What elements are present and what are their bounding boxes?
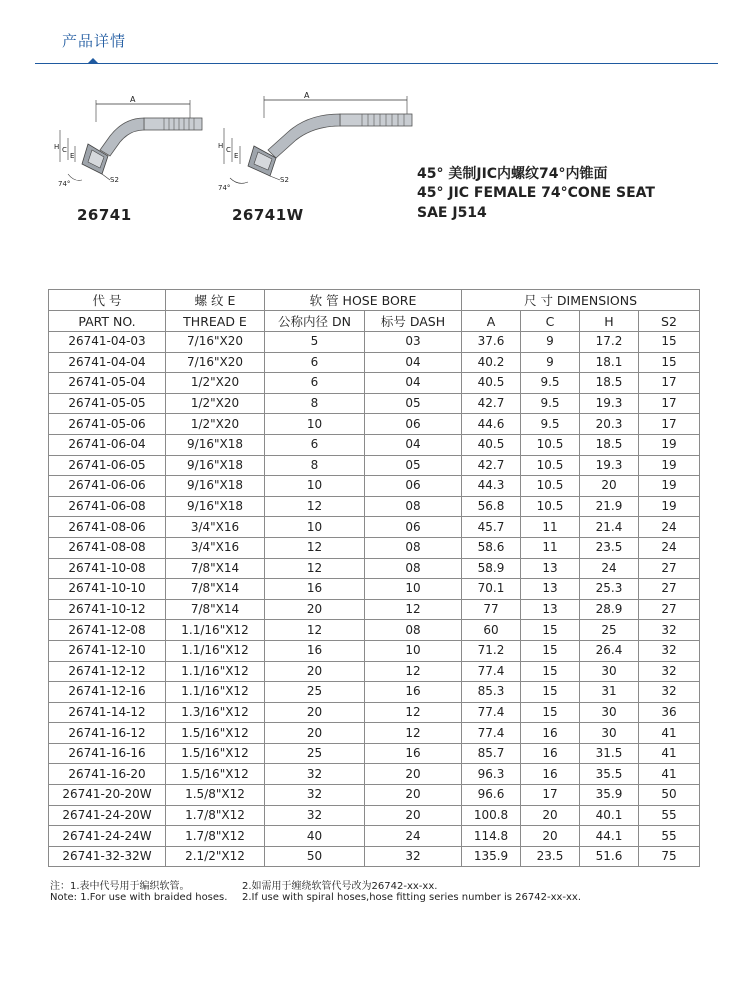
cell-part-no: 26741-16-20: [49, 764, 166, 785]
cell-dn: 6: [265, 434, 365, 455]
cell-dash: 05: [365, 455, 462, 476]
table-row: [49, 393, 700, 414]
cell-dash: 12: [365, 723, 462, 744]
cell-c: 10.5: [521, 476, 580, 497]
cell-dn: 25: [265, 682, 365, 703]
cell-a: 44.3: [462, 476, 521, 497]
cell-c: 13: [521, 599, 580, 620]
cell-dash: 20: [365, 764, 462, 785]
cell-h: 40.1: [580, 805, 639, 826]
table-row: [49, 579, 700, 600]
dim-label-a-w: A: [304, 91, 310, 100]
cell-dash: 08: [365, 496, 462, 517]
cell-part-no: 26741-24-20W: [49, 805, 166, 826]
cell-a: 45.7: [462, 517, 521, 538]
cell-dash: 20: [365, 785, 462, 806]
cell-s2: 41: [639, 723, 700, 744]
cell-s2: 27: [639, 579, 700, 600]
cell-dash: 16: [365, 743, 462, 764]
cell-s2: 24: [639, 537, 700, 558]
table-row: [49, 599, 700, 620]
cell-part-no: 26741-12-10: [49, 640, 166, 661]
cell-part-no: 26741-05-05: [49, 393, 166, 414]
table-row: [49, 517, 700, 538]
cell-c: 9.5: [521, 414, 580, 435]
cell-h: 21.4: [580, 517, 639, 538]
cell-dash: 12: [365, 599, 462, 620]
dim-label-s2-w: S2: [280, 176, 289, 184]
cell-part-no: 26741-06-08: [49, 496, 166, 517]
table-row: [49, 826, 700, 847]
note-cn-1: 注：1.表中代号用于编织软管。: [50, 881, 190, 892]
cell-a: 40.2: [462, 352, 521, 373]
cell-c: 16: [521, 764, 580, 785]
table-row: [49, 723, 700, 744]
cell-part-no: 26741-16-16: [49, 743, 166, 764]
cell-dn: 20: [265, 599, 365, 620]
description-cn: 45° 美制JIC内螺纹74°内锥面: [417, 166, 608, 182]
cell-dn: 10: [265, 476, 365, 497]
fitting-drawing-26741: [52, 92, 222, 197]
cell-h: 24: [580, 558, 639, 579]
table-row: [49, 332, 700, 353]
table-row: [49, 455, 700, 476]
cell-s2: 32: [639, 640, 700, 661]
cell-s2: 17: [639, 414, 700, 435]
cell-thread: 1.7/8"X12: [166, 826, 265, 847]
cell-dn: 5: [265, 332, 365, 353]
cell-a: 60: [462, 620, 521, 641]
cell-thread: 1.1/16"X12: [166, 682, 265, 703]
cell-c: 11: [521, 517, 580, 538]
cell-part-no: 26741-05-04: [49, 373, 166, 394]
cell-dash: 24: [365, 826, 462, 847]
cell-s2: 32: [639, 661, 700, 682]
spec-table-body: [49, 332, 700, 867]
cell-dn: 12: [265, 558, 365, 579]
cell-s2: 15: [639, 332, 700, 353]
header-divider: [35, 63, 718, 64]
cell-h: 23.5: [580, 537, 639, 558]
cell-s2: 36: [639, 702, 700, 723]
cell-c: 9.5: [521, 393, 580, 414]
cell-c: 23.5: [521, 846, 580, 867]
cell-a: 58.9: [462, 558, 521, 579]
table-row: [49, 558, 700, 579]
header-code-cn: 代 号: [49, 290, 166, 311]
cell-dn: 8: [265, 393, 365, 414]
cell-thread: 9/16"X18: [166, 476, 265, 497]
cell-s2: 17: [639, 373, 700, 394]
table-row: [49, 785, 700, 806]
cell-thread: 1.3/16"X12: [166, 702, 265, 723]
cell-s2: 19: [639, 455, 700, 476]
cell-dash: 10: [365, 640, 462, 661]
cell-c: 9.5: [521, 373, 580, 394]
fitting-drawing-26741w: [212, 88, 417, 200]
cell-s2: 19: [639, 476, 700, 497]
cell-dn: 25: [265, 743, 365, 764]
cell-dn: 16: [265, 640, 365, 661]
cell-a: 114.8: [462, 826, 521, 847]
cell-s2: 32: [639, 682, 700, 703]
header-dimensions: 尺 寸 DIMENSIONS: [462, 290, 700, 311]
cell-c: 9: [521, 332, 580, 353]
cell-dash: 12: [365, 661, 462, 682]
cell-a: 58.6: [462, 537, 521, 558]
cell-dash: 08: [365, 620, 462, 641]
cell-a: 70.1: [462, 579, 521, 600]
cell-thread: 1/2"X20: [166, 373, 265, 394]
cell-thread: 1.5/16"X12: [166, 723, 265, 744]
cell-part-no: 26741-16-12: [49, 723, 166, 744]
cell-s2: 55: [639, 826, 700, 847]
cell-h: 30: [580, 723, 639, 744]
dim-label-e-w: E: [234, 152, 239, 160]
table-row: [49, 661, 700, 682]
cell-a: 100.8: [462, 805, 521, 826]
cell-c: 17: [521, 785, 580, 806]
cell-thread: 1.1/16"X12: [166, 620, 265, 641]
cell-dash: 05: [365, 393, 462, 414]
cell-h: 25: [580, 620, 639, 641]
cell-s2: 32: [639, 620, 700, 641]
cell-thread: 3/4"X16: [166, 517, 265, 538]
cell-s2: 50: [639, 785, 700, 806]
cell-dn: 20: [265, 661, 365, 682]
cell-part-no: 26741-08-06: [49, 517, 166, 538]
header-h: H: [580, 311, 639, 332]
cell-part-no: 26741-06-05: [49, 455, 166, 476]
cell-thread: 7/8"X14: [166, 579, 265, 600]
cell-part-no: 26741-12-08: [49, 620, 166, 641]
table-row: [49, 352, 700, 373]
cell-s2: 15: [639, 352, 700, 373]
cell-a: 56.8: [462, 496, 521, 517]
angle-label: 74°: [58, 180, 71, 188]
cell-a: 96.6: [462, 785, 521, 806]
table-row: [49, 434, 700, 455]
part-code-26741: 26741: [77, 206, 132, 224]
cell-a: 85.3: [462, 682, 521, 703]
dim-label-c: C: [62, 146, 67, 154]
cell-thread: 7/8"X14: [166, 599, 265, 620]
cell-a: 40.5: [462, 434, 521, 455]
cell-s2: 19: [639, 434, 700, 455]
section-title: 产品详情: [62, 32, 127, 50]
cell-c: 10.5: [521, 434, 580, 455]
table-row: [49, 537, 700, 558]
table-row: [49, 496, 700, 517]
cell-h: 28.9: [580, 599, 639, 620]
cell-thread: 9/16"X18: [166, 455, 265, 476]
cell-part-no: 26741-05-06: [49, 414, 166, 435]
cell-c: 16: [521, 743, 580, 764]
header-s2: S2: [639, 311, 700, 332]
cell-a: 37.6: [462, 332, 521, 353]
table-row: [49, 414, 700, 435]
cell-c: 15: [521, 682, 580, 703]
cell-part-no: 26741-14-12: [49, 702, 166, 723]
cell-h: 18.5: [580, 434, 639, 455]
cell-c: 15: [521, 620, 580, 641]
header-a: A: [462, 311, 521, 332]
cell-dash: 08: [365, 537, 462, 558]
cell-s2: 75: [639, 846, 700, 867]
cell-dash: 08: [365, 558, 462, 579]
cell-h: 18.5: [580, 373, 639, 394]
cell-a: 77.4: [462, 702, 521, 723]
cell-dn: 32: [265, 785, 365, 806]
cell-dn: 20: [265, 723, 365, 744]
header-dash: 标号 DASH: [365, 311, 462, 332]
cell-h: 20.3: [580, 414, 639, 435]
cell-part-no: 26741-24-24W: [49, 826, 166, 847]
cell-thread: 3/4"X16: [166, 537, 265, 558]
cell-s2: 41: [639, 764, 700, 785]
cell-dn: 12: [265, 620, 365, 641]
table-row: [49, 620, 700, 641]
note-en-1: Note: 1.For use with braided hoses.: [50, 892, 228, 903]
cell-thread: 7/16"X20: [166, 332, 265, 353]
cell-part-no: 26741-20-20W: [49, 785, 166, 806]
cell-part-no: 26741-06-06: [49, 476, 166, 497]
cell-dash: 04: [365, 434, 462, 455]
cell-thread: 2.1/2"X12: [166, 846, 265, 867]
cell-dash: 06: [365, 476, 462, 497]
cell-h: 17.2: [580, 332, 639, 353]
spec-table: [48, 289, 700, 867]
cell-c: 10.5: [521, 455, 580, 476]
cell-s2: 55: [639, 805, 700, 826]
cell-c: 13: [521, 579, 580, 600]
cell-h: 20: [580, 476, 639, 497]
table-row: [49, 702, 700, 723]
cell-s2: 41: [639, 743, 700, 764]
cell-h: 31.5: [580, 743, 639, 764]
cell-part-no: 26741-12-12: [49, 661, 166, 682]
cell-thread: 7/8"X14: [166, 558, 265, 579]
cell-h: 30: [580, 702, 639, 723]
cell-thread: 7/16"X20: [166, 352, 265, 373]
cell-h: 18.1: [580, 352, 639, 373]
cell-a: 71.2: [462, 640, 521, 661]
cell-s2: 17: [639, 393, 700, 414]
cell-a: 77.4: [462, 661, 521, 682]
cell-h: 25.3: [580, 579, 639, 600]
cell-c: 15: [521, 702, 580, 723]
cell-thread: 1.5/8"X12: [166, 785, 265, 806]
header-hose-bore: 软 管 HOSE BORE: [265, 290, 462, 311]
dim-label-a: A: [130, 95, 136, 104]
header-thread-en: THREAD E: [166, 311, 265, 332]
cell-a: 96.3: [462, 764, 521, 785]
cell-dn: 50: [265, 846, 365, 867]
cell-h: 30: [580, 661, 639, 682]
header-dn: 公称内径 DN: [265, 311, 365, 332]
table-row: [49, 640, 700, 661]
header-part-no: PART NO.: [49, 311, 166, 332]
header-c: C: [521, 311, 580, 332]
cell-a: 85.7: [462, 743, 521, 764]
table-row: [49, 682, 700, 703]
table-row: [49, 476, 700, 497]
cell-dn: 10: [265, 414, 365, 435]
description-standard: SAE J514: [417, 205, 487, 221]
cell-dash: 06: [365, 414, 462, 435]
cell-part-no: 26741-04-03: [49, 332, 166, 353]
cell-part-no: 26741-32-32W: [49, 846, 166, 867]
cell-s2: 27: [639, 558, 700, 579]
cell-dn: 6: [265, 352, 365, 373]
cell-c: 11: [521, 537, 580, 558]
cell-h: 26.4: [580, 640, 639, 661]
cell-part-no: 26741-04-04: [49, 352, 166, 373]
dim-label-c-w: C: [226, 146, 231, 154]
cell-h: 31: [580, 682, 639, 703]
cell-dash: 10: [365, 579, 462, 600]
cell-part-no: 26741-10-12: [49, 599, 166, 620]
cell-part-no: 26741-10-08: [49, 558, 166, 579]
cell-c: 20: [521, 826, 580, 847]
cell-thread: 9/16"X18: [166, 434, 265, 455]
cell-dn: 20: [265, 702, 365, 723]
cell-h: 35.9: [580, 785, 639, 806]
cell-thread: 1.1/16"X12: [166, 640, 265, 661]
cell-dash: 06: [365, 517, 462, 538]
cell-dash: 16: [365, 682, 462, 703]
header-pointer: [88, 58, 98, 63]
cell-dn: 40: [265, 826, 365, 847]
cell-h: 19.3: [580, 455, 639, 476]
cell-c: 15: [521, 661, 580, 682]
cell-c: 9: [521, 352, 580, 373]
table-row: [49, 846, 700, 867]
cell-h: 19.3: [580, 393, 639, 414]
cell-h: 21.9: [580, 496, 639, 517]
cell-a: 135.9: [462, 846, 521, 867]
table-row: [49, 805, 700, 826]
dim-label-h-w: H: [218, 142, 224, 150]
cell-dn: 6: [265, 373, 365, 394]
cell-dn: 16: [265, 579, 365, 600]
cell-part-no: 26741-12-16: [49, 682, 166, 703]
cell-a: 42.7: [462, 393, 521, 414]
cell-h: 35.5: [580, 764, 639, 785]
note-cn-2: 2.如需用于缠绕软管代号改为26742-xx-xx.: [242, 881, 438, 892]
dim-label-s2: S2: [110, 176, 119, 184]
cell-s2: 19: [639, 496, 700, 517]
cell-dash: 03: [365, 332, 462, 353]
cell-c: 13: [521, 558, 580, 579]
cell-a: 42.7: [462, 455, 521, 476]
cell-c: 20: [521, 805, 580, 826]
description-en: 45° JIC FEMALE 74°CONE SEAT: [417, 185, 655, 201]
cell-thread: 9/16"X18: [166, 496, 265, 517]
cell-part-no: 26741-08-08: [49, 537, 166, 558]
cell-dash: 04: [365, 373, 462, 394]
cell-dn: 12: [265, 496, 365, 517]
cell-part-no: 26741-06-04: [49, 434, 166, 455]
note-en-2: 2.If use with spiral hoses,hose fitting series number is 26742-xx-xx.: [242, 892, 582, 903]
part-code-26741w: 26741W: [232, 206, 304, 224]
cell-part-no: 26741-10-10: [49, 579, 166, 600]
cell-thread: 1.1/16"X12: [166, 661, 265, 682]
cell-a: 77: [462, 599, 521, 620]
cell-s2: 24: [639, 517, 700, 538]
cell-dash: 20: [365, 805, 462, 826]
dim-label-e: E: [70, 152, 75, 160]
table-row: [49, 743, 700, 764]
cell-dn: 10: [265, 517, 365, 538]
cell-h: 44.1: [580, 826, 639, 847]
cell-dash: 04: [365, 352, 462, 373]
angle-label-w: 74°: [218, 184, 231, 192]
table-row: [49, 764, 700, 785]
cell-a: 77.4: [462, 723, 521, 744]
cell-thread: 1/2"X20: [166, 393, 265, 414]
cell-s2: 27: [639, 599, 700, 620]
cell-dn: 8: [265, 455, 365, 476]
dim-label-h: H: [54, 143, 60, 151]
cell-dn: 12: [265, 537, 365, 558]
cell-thread: 1/2"X20: [166, 414, 265, 435]
cell-dash: 32: [365, 846, 462, 867]
cell-h: 51.6: [580, 846, 639, 867]
cell-thread: 1.5/16"X12: [166, 764, 265, 785]
table-row: [49, 373, 700, 394]
cell-thread: 1.7/8"X12: [166, 805, 265, 826]
cell-a: 40.5: [462, 373, 521, 394]
cell-a: 44.6: [462, 414, 521, 435]
cell-dash: 12: [365, 702, 462, 723]
cell-c: 10.5: [521, 496, 580, 517]
cell-c: 16: [521, 723, 580, 744]
cell-dn: 32: [265, 764, 365, 785]
cell-dn: 32: [265, 805, 365, 826]
header-thread-cn: 螺 纹 E: [166, 290, 265, 311]
cell-c: 15: [521, 640, 580, 661]
cell-thread: 1.5/16"X12: [166, 743, 265, 764]
